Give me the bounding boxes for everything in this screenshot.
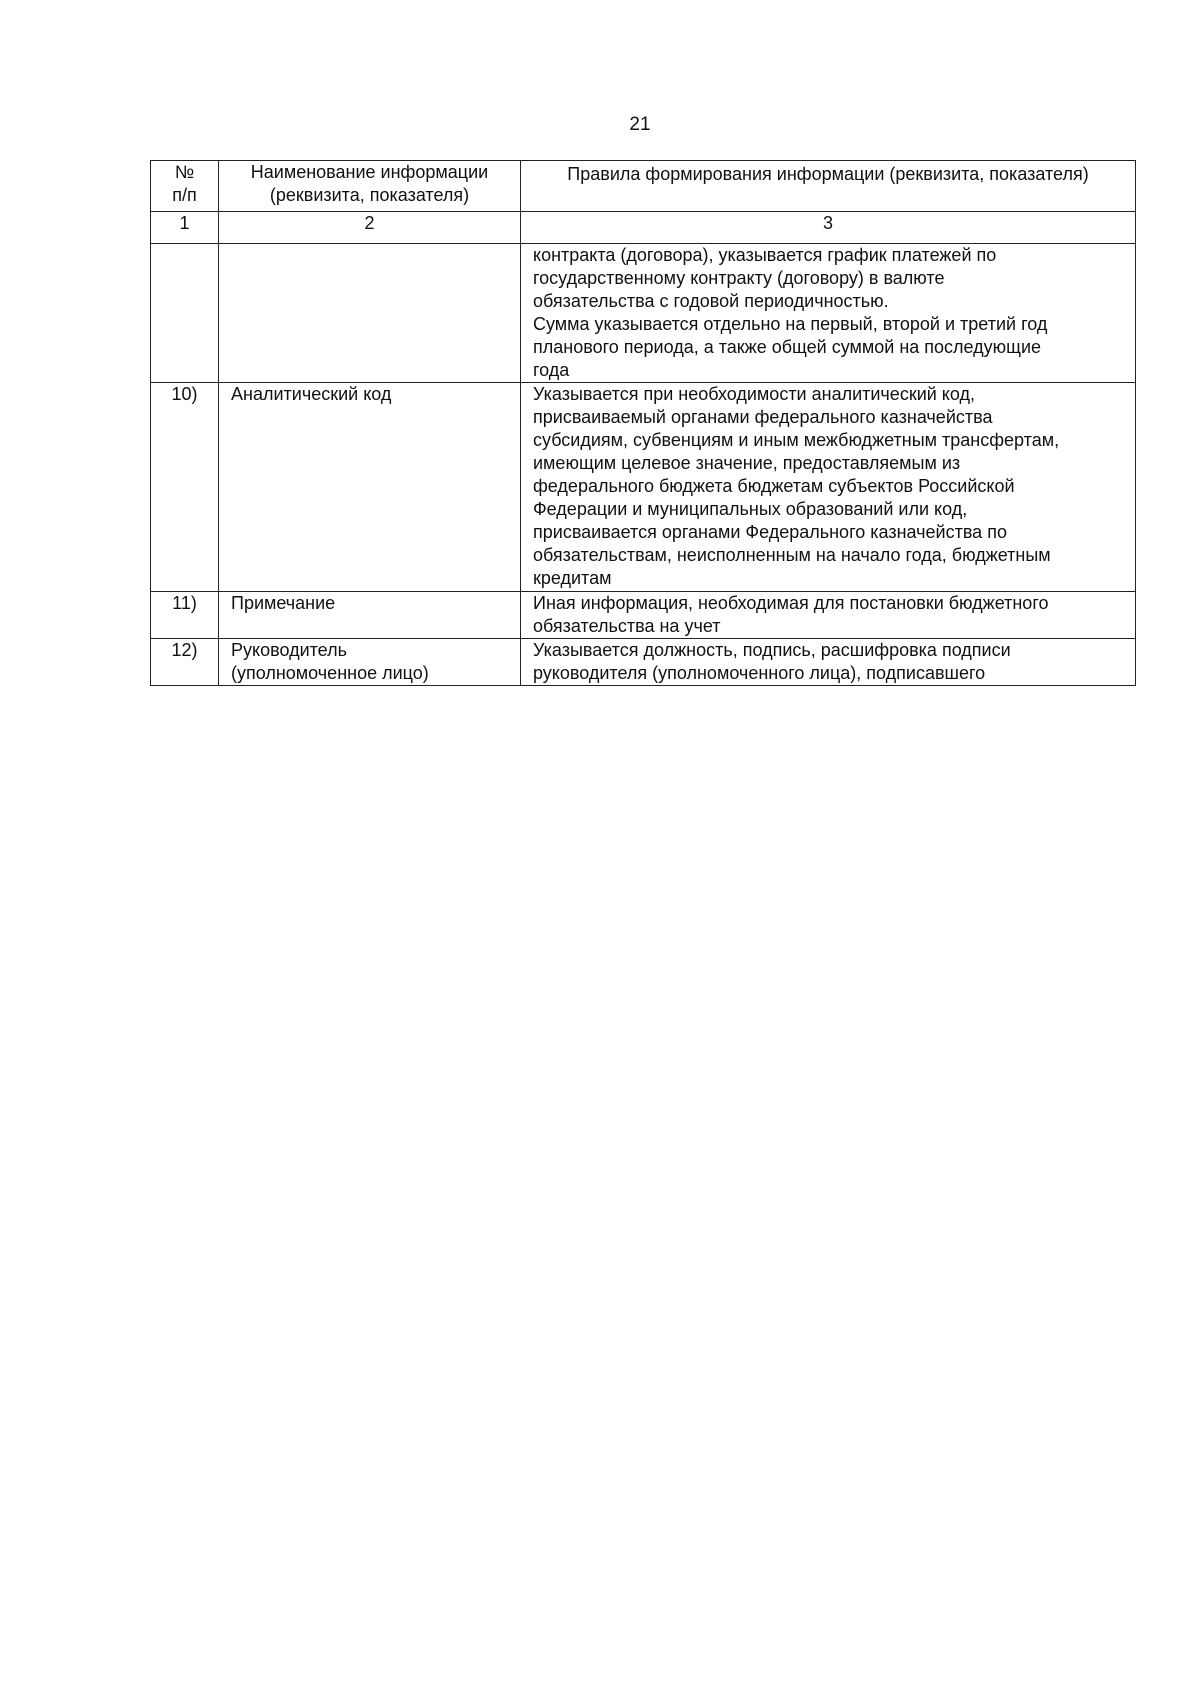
row-number: 12) <box>151 639 219 686</box>
row-rule: Иная информация, необходимая для постановки бюджетного обязательства на учет <box>521 592 1136 639</box>
row-name: Руководитель (уполномоченное лицо) <box>219 639 521 686</box>
row-rule: контракта (договора), указывается график платежей по государственному контракту (договору) в валюте обязательства с годовой периодичностью. Сумма указывается отдельно на первый, второй и третий год планового периода, а также общей суммой на последующие года <box>521 244 1136 383</box>
row-number <box>151 244 219 383</box>
row-number: 10) <box>151 383 219 592</box>
column-number-row <box>151 212 1136 244</box>
table-row <box>151 592 1136 639</box>
row-rule: Указывается должность, подпись, расшифровка подписи руководителя (уполномоченного лица), подписавшего <box>521 639 1136 686</box>
column-number-3: 3 <box>521 212 1136 244</box>
header-number: № п/п <box>151 161 219 212</box>
column-number-2: 2 <box>219 212 521 244</box>
row-rule: Указывается при необходимости аналитический код, присваиваемый органами федерального казначейства субсидиям, субвенциям и иным межбюджетным трансфертам, имеющим целевое значение, предоставляемым из федерального бюджета бюджетам субъектов Российской Федерации и муниципальных образований или код, присваивается органами Федерального казначейства по обязательствам, неисполненным на начало года, бюджетным кредитам <box>521 383 1136 592</box>
row-number: 11) <box>151 592 219 639</box>
header-name: Наименование информации (реквизита, показателя) <box>219 161 521 212</box>
table-row <box>151 244 1136 383</box>
row-name: Аналитический код <box>219 383 521 592</box>
header-rules: Правила формирования информации (реквизита, показателя) <box>521 161 1136 212</box>
table-row <box>151 639 1136 686</box>
table-row <box>151 383 1136 592</box>
requisites-table <box>150 160 1136 686</box>
row-name: Примечание <box>219 592 521 639</box>
row-name <box>219 244 521 383</box>
table-header-row <box>151 161 1136 212</box>
page-number: 21 <box>629 114 651 135</box>
column-number-1: 1 <box>151 212 219 244</box>
